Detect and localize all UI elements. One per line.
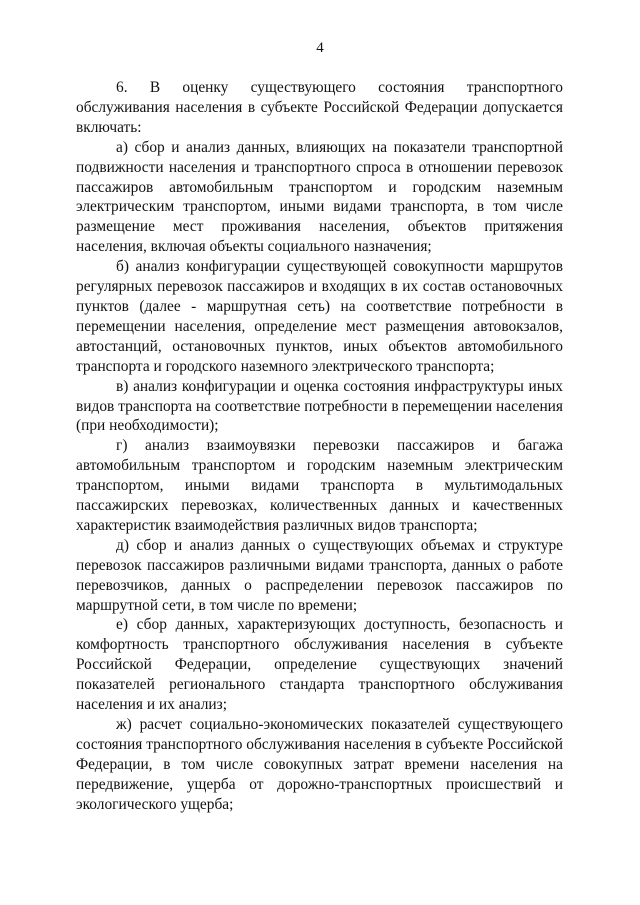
paragraph-6e: е) сбор данных, характеризующих доступность, безопасность и комфортность транспортного обслуживания населения в субъекте Российской Федерации, определение существующих значений показателей регионального стандарта транспортного обслуживания населения и их анализ;	[76, 616, 563, 714]
paragraph-6a: а) сбор и анализ данных, влияющих на показатели транспортной подвижности населения и транспортного спроса в отношении перевозок пассажиров автомобильным транспортом и городским наземным электрическим транспортом, иными видами транспорта, в том числе размещение мест проживания населения, объектов притяжения населения, включая объекты социального назначения;	[76, 138, 563, 256]
document-body	[76, 78, 563, 815]
paragraph-6zh: ж) расчет социально-экономических показателей существующего состояния транспортного обслуживания населения в субъекте Российской Федерации, в том числе совокупных затрат времени населения на передвижение, ущерба от дорожно-транспортных происшествий и экологического ущерба;	[76, 716, 563, 813]
paragraph-6d: д) сбор и анализ данных о существующих объемах и структуре перевозок пассажиров различными видами транспорта, данных о работе перевозчиков, данных о распределении перевозок пассажиров по маршрутной сети, в том числе по времени;	[76, 536, 563, 614]
paragraph-6g: г) анализ взаимоувязки перевозки пассажиров и багажа автомобильным транспортом и городским наземным электрическим транспортом, иными видами транспорта в мультимодальных пассажирских перевозках, количественных данных и качественных характеристик взаимодействия различных видов транспорта;	[76, 437, 563, 534]
paragraph-6v: в) анализ конфигурации и оценка состояния инфраструктуры иных видов транспорта на соответствие потребности в перемещении населения (при необходимости);	[76, 377, 563, 435]
paragraph-6b: б) анализ конфигурации существующей совокупности маршрутов регулярных перевозок пассажиров и входящих в их состав остановочных пунктов (далее - маршрутная сеть) на соответствие потребности в перемещении населения, определение мест размещения автовокзалов, автостанций, остановочных пунктов, иных объектов автомобильного транспорта и городского наземного электрического транспорта;	[76, 258, 563, 375]
page-number: 4	[316, 40, 324, 56]
paragraph-6: 6. В оценку существующего состояния транспортного обслуживания населения в субъекте Российской Федерации допускается включать:	[76, 79, 563, 136]
